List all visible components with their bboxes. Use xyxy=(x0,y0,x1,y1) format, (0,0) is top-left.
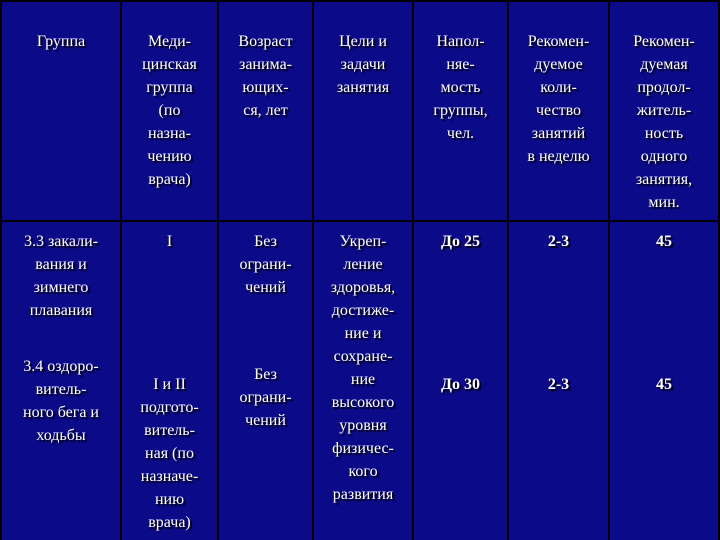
row1-fill: До 25 xyxy=(440,233,480,250)
header-medical-group: Меди- цинская группа (по назна- чению врача) xyxy=(142,33,197,188)
header-group: Группа xyxy=(36,33,86,50)
row1-group: 3.3 закали- вания и зимнего плавания xyxy=(23,233,99,319)
row1-count: 2-3 xyxy=(547,233,570,250)
row1-age: Без ограни- чений xyxy=(239,233,292,296)
header-fill: Напол- няе- мость группы, чел. xyxy=(433,33,488,142)
row2-count: 2-3 xyxy=(547,376,570,393)
header-duration: Рекомен- дуемая продол- житель- ность одного занятия, мин. xyxy=(633,33,695,211)
row2-medical-group: I и II подгото- витель- ная (по назначе- нию врача) xyxy=(140,376,199,531)
header-age: Возраст занима- ющих- ся, лет xyxy=(238,33,293,119)
row1-duration: 45 xyxy=(656,233,672,250)
row1-medical-group: I xyxy=(166,233,173,250)
goals-cell: Укреп- ление здоровья, достиже- ние и сохране- ние высокого уровня физичес- кого развития xyxy=(330,233,396,503)
row2-duration: 45 xyxy=(656,376,672,393)
row2-fill: До 30 xyxy=(440,376,480,393)
header-goals: Цели и задачи занятия xyxy=(336,33,390,96)
row2-age: Без ограни- чений xyxy=(239,366,292,429)
row2-group: 3.4 оздоро- витель- ного бега и ходьбы xyxy=(23,358,99,444)
header-count: Рекомен- дуемое коли- чество занятий в неделю xyxy=(527,33,590,165)
